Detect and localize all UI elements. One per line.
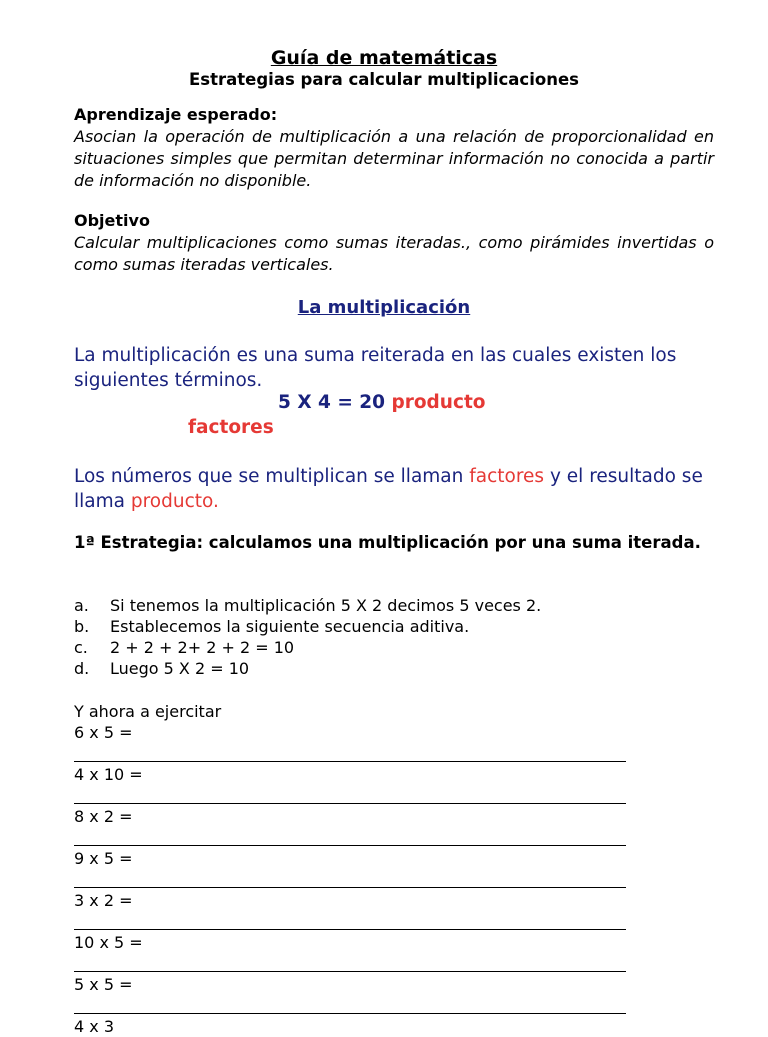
- step-text: Establecemos la siguiente secuencia aditiva.: [110, 617, 470, 636]
- aprendizaje-text: Asocian la operación de multiplicación a una relación de proporcionalidad en situaciones simples que permitan determinar información no conocida a partir de información no disponible.: [74, 127, 714, 190]
- aprendizaje-section: [74, 104, 714, 192]
- aprendizaje-heading: Aprendizaje esperado:: [74, 105, 278, 124]
- strategy-steps: [74, 595, 541, 679]
- definition-producto: producto.: [130, 491, 219, 512]
- exercise-item: 5 x 5 =: [74, 975, 133, 994]
- exercise-item: 4 x 10 =: [74, 765, 143, 784]
- step-marker: c.: [74, 638, 88, 657]
- intro-text: La multiplicación es una suma reiterada en las cuales existen los siguientes términos.: [74, 345, 677, 391]
- strategy-heading: 1ª Estrategia: calculamos una multiplicación por una suma iterada.: [74, 533, 701, 552]
- objetivo-heading: Objetivo: [74, 211, 150, 230]
- step-marker: b.: [74, 617, 90, 636]
- product-label: producto: [391, 392, 486, 413]
- definition-factores: factores: [469, 466, 545, 487]
- step-text: 2 + 2 + 2+ 2 + 2 = 10: [110, 638, 295, 657]
- list-item: [74, 658, 541, 679]
- step-marker: a.: [74, 596, 89, 615]
- answer-line[interactable]: [74, 929, 626, 930]
- objetivo-text: Calcular multiplicaciones como sumas iteradas., como pirámides invertidas o como sumas iteradas verticales.: [74, 233, 714, 274]
- objetivo-section: [74, 210, 714, 276]
- exercise-item: 4 x 3: [74, 1017, 114, 1036]
- list-item: [74, 616, 541, 637]
- definition-part2: y el resultado se llama: [74, 466, 703, 512]
- exercise-item: 9 x 5 =: [74, 849, 133, 868]
- page-title: Guía de matemáticas: [270, 47, 498, 69]
- list-item: [74, 595, 541, 616]
- list-item: [74, 637, 541, 658]
- step-marker: d.: [74, 659, 90, 678]
- answer-line[interactable]: [74, 761, 626, 762]
- page-subtitle: Estrategias para calcular multiplicaciones: [189, 70, 579, 89]
- exercises-intro: Y ahora a ejercitar: [74, 702, 222, 721]
- definition-text: [74, 464, 724, 514]
- answer-line[interactable]: [74, 845, 626, 846]
- exercise-item: 6 x 5 =: [74, 723, 133, 742]
- factors-label: factores: [188, 417, 274, 438]
- step-text: Si tenemos la multiplicación 5 X 2 decimos 5 veces 2.: [110, 596, 542, 615]
- exercise-item: 3 x 2 =: [74, 891, 133, 910]
- step-text: Luego 5 X 2 = 10: [110, 659, 250, 678]
- equation: [278, 391, 486, 415]
- answer-line[interactable]: [74, 1013, 626, 1014]
- exercise-item: 8 x 2 =: [74, 807, 133, 826]
- answer-line[interactable]: [74, 887, 626, 888]
- answer-line[interactable]: [74, 971, 626, 972]
- answer-line[interactable]: [74, 803, 626, 804]
- definition-part1: Los números que se multiplican se llaman: [74, 466, 470, 487]
- section-title: La multiplicación: [297, 297, 471, 318]
- equation-expression: 5 X 4 = 20: [278, 392, 386, 413]
- exercise-item: 10 x 5 =: [74, 933, 143, 952]
